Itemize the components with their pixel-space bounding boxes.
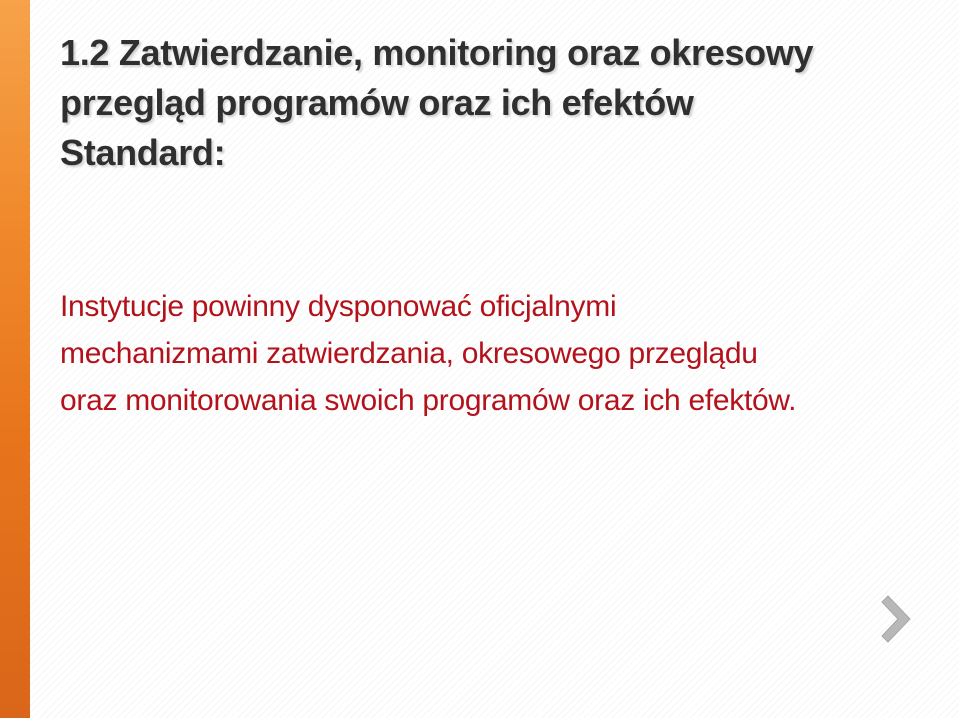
body-line-3: oraz monitorowania swoich programów oraz ich efektów. [60, 384, 797, 417]
accent-side-bar [0, 0, 30, 718]
title-line-2: przegląd programów oraz ich efektów [60, 82, 694, 123]
slide-title [60, 28, 813, 178]
title-line-1: 1.2 Zatwierdzanie, monitoring oraz okresowy [60, 32, 814, 73]
chevron-right-icon [880, 592, 920, 646]
standard-text [60, 283, 950, 424]
body-line-1: Instytucje powinny dysponować oficjalnymi [60, 290, 617, 323]
next-slide-button[interactable] [880, 592, 920, 646]
title-line-3: Standard: [60, 132, 226, 173]
body-line-2: mechanizmami zatwierdzania, okresowego przeglądu [60, 337, 758, 370]
